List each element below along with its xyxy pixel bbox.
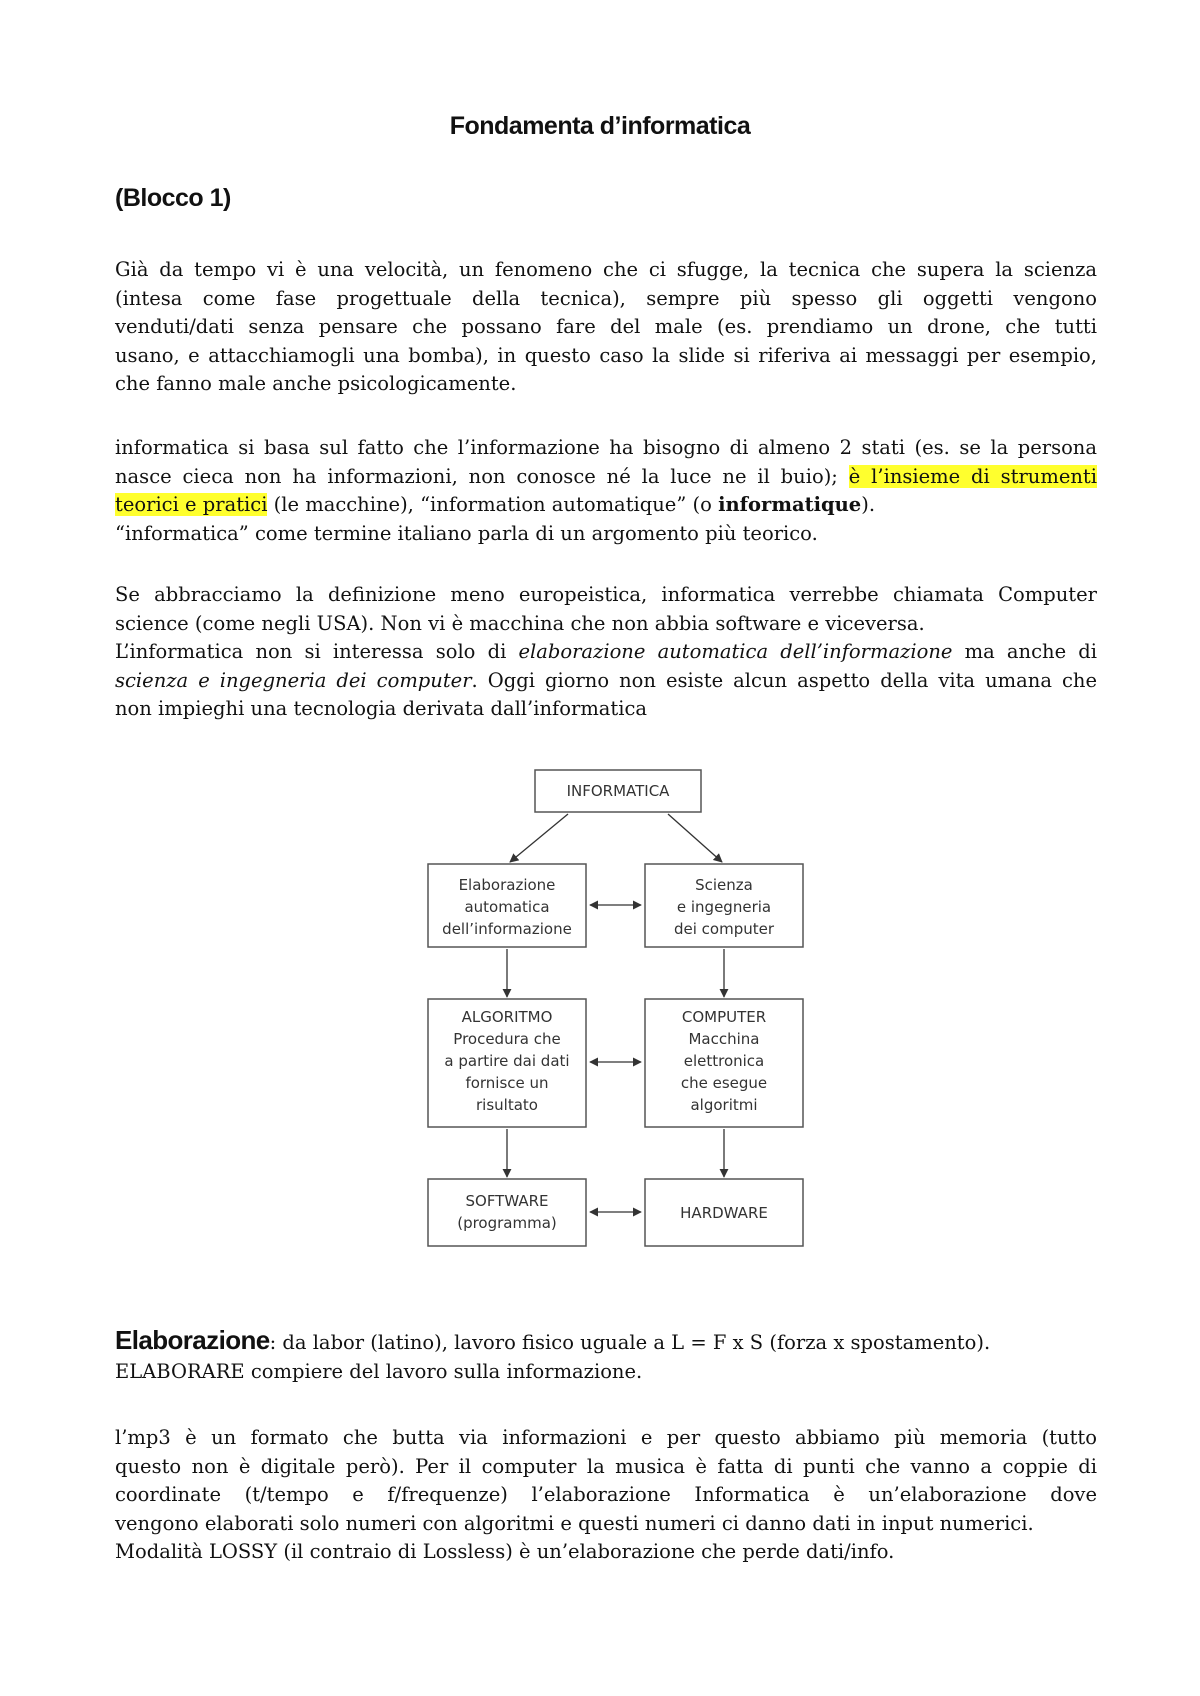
text-run: ma anche di: [964, 640, 1098, 663]
informatica-diagram: [420, 762, 810, 1252]
diagram-label: ALGORITMO: [461, 1008, 553, 1026]
box-software: [428, 1179, 586, 1246]
paragraph-mp3: [115, 1424, 1097, 1567]
paragraph-line: [115, 463, 1097, 492]
paragraph-line: ELABORARE compiere del lavoro sulla informazione.: [115, 1359, 643, 1383]
diagram-label: risultato: [476, 1096, 538, 1114]
diagram-label: dei computer: [673, 920, 775, 938]
italic-term: elaborazione automatica dell’informazione: [518, 640, 953, 663]
diagram-label: SOFTWARE: [465, 1192, 549, 1210]
text-run: ).: [861, 493, 876, 516]
paragraph-line: venduti/dati senza pensare che possano fare del male (es. prendiamo un drone, che tutti: [115, 315, 1097, 338]
paragraph-intro: [115, 256, 1097, 399]
diagram-label: HARDWARE: [680, 1204, 768, 1222]
paragraph-elaborazione: [115, 1326, 1097, 1386]
diagram-label: dell’informazione: [442, 920, 572, 938]
diagram-label: e ingegneria: [676, 898, 772, 916]
paragraph-line: science (come negli USA). Non vi è macchina che non abbia software e viceversa.: [115, 611, 925, 635]
diagram-label: INFORMATICA: [566, 782, 670, 800]
text-run: nasce cieca non ha informazioni, non conosce né la luce ne il buio);: [115, 464, 838, 488]
document-title: Fondamenta d’informatica: [449, 112, 751, 140]
diagram-label: a partire dai dati: [444, 1052, 570, 1070]
paragraph-line: [115, 638, 1097, 667]
paragraph-line: questo non è digitale però). Per il computer la musica è fatta di punti che vanno a coppie di: [115, 1454, 1097, 1478]
paragraph-line: “informatica” come termine italiano parla di un argomento più teorico.: [115, 521, 818, 545]
paragraph-line: che fanno male anche psicologicamente.: [115, 372, 517, 395]
arrow-down-left: [510, 814, 568, 862]
paragraph-line: Modalità LOSSY (il contraio di Lossless) è un’elaborazione che perde dati/info.: [115, 1540, 895, 1563]
diagram-label: Procedura che: [453, 1030, 561, 1048]
diagram-label: elettronica: [683, 1052, 765, 1070]
paragraph-line: [115, 491, 1097, 520]
paragraph-line: Già da tempo vi è una velocità, un fenomeno che ci sfugge, la tecnica che supera la scienza: [115, 258, 1097, 281]
paragraph-line: coordinate (t/tempo e f/frequenze) l’elaborazione Informatica è un’elaborazione dove: [115, 1483, 1097, 1506]
diagram-label: Scienza: [695, 876, 753, 894]
paragraph-line: informatica si basa sul fatto che l’informazione ha bisogno di almeno 2 stati (es. se la persona: [115, 436, 1097, 459]
paragraph-computer-science: [115, 581, 1097, 724]
paragraph-line: [115, 1326, 1097, 1358]
text-run: . Oggi giorno non esiste alcun aspetto della vita umana che: [471, 668, 1097, 692]
diagram-label: algoritmi: [690, 1096, 758, 1114]
diagram-label: (programma): [457, 1214, 557, 1232]
paragraph-line: non impieghi una tecnologia derivata dall’informatica: [115, 697, 648, 720]
diagram-label: Elaborazione: [458, 876, 556, 894]
paragraph-line: [115, 667, 1097, 696]
paragraph-line: (intesa come fase progettuale della tecnica), sempre più spesso gli oggetti vengono: [115, 286, 1097, 310]
block-label: (Blocco 1): [115, 184, 231, 212]
paragraph-line: l’mp3 è un formato che butta via informazioni e per questo abbiamo più memoria (tutto: [115, 1426, 1097, 1449]
bold-term: informatique: [718, 493, 862, 516]
diagram-label: fornisce un: [465, 1074, 549, 1092]
italic-term: scienza e ingegneria dei computer: [115, 668, 472, 692]
diagram-label: automatica: [464, 898, 550, 916]
paragraph-definition: [115, 434, 1097, 548]
text-run: L’informatica non si interessa solo di: [115, 640, 507, 663]
paragraph-line: vengono elaborati solo numeri con algoritmi e questi numeri ci danno dati in input numerici.: [115, 1511, 1034, 1535]
text-run: (le macchine), “information automatique” (o: [273, 493, 712, 516]
paragraph-line: usano, e attacchiamogli una bomba), in questo caso la slide si riferiva ai messaggi per esempio,: [115, 343, 1097, 367]
paragraph-line: Se abbracciamo la definizione meno europeistica, informatica verrebbe chiamata Computer: [115, 583, 1097, 606]
diagram-label: che esegue: [680, 1074, 768, 1092]
arrow-down-right: [668, 814, 722, 862]
highlighted-text: teorici e pratici: [115, 493, 268, 516]
diagram-label: COMPUTER: [681, 1008, 767, 1026]
diagram-label: Macchina: [688, 1030, 760, 1048]
highlighted-text: è l’insieme di strumenti: [848, 464, 1097, 488]
section-heading: Elaborazione: [115, 1325, 270, 1355]
text-run: : da labor (latino), lavoro fisico uguale a L = F x S (forza x spostamento).: [269, 1331, 991, 1354]
